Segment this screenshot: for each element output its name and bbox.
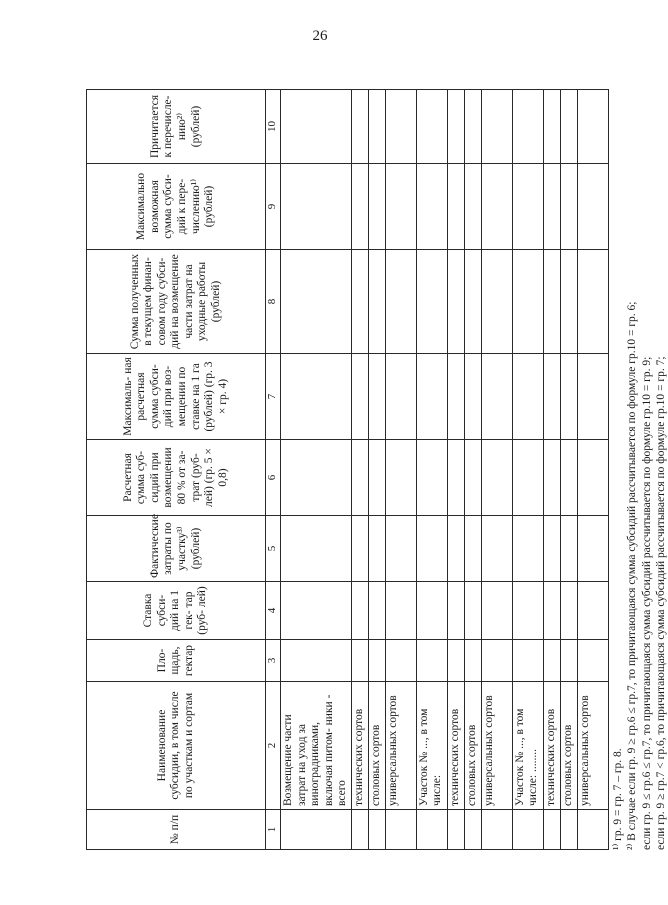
column-number: 8 (266, 250, 281, 354)
header-cell: Максимально возможная сумма субси- дий к пере- числению¹⁾ (рублей) (87, 164, 266, 250)
table-row (543, 90, 560, 850)
row-label: столовых сортов (464, 682, 481, 810)
row-label: технических сортов (447, 682, 464, 810)
table-row (447, 90, 464, 850)
header-cell: Расчетная сумма суб- сидий при возмещении 80 % от за- трат (руб- лей) (гр. 5 × 0,8) (87, 440, 266, 516)
row-label: столовых сортов (368, 682, 385, 810)
header-cell: Сумма полученных в текущем финан- совом году субси- дий на возмещение части затрат на уходные работы (рублей) (87, 250, 266, 354)
footnotes (611, 90, 668, 850)
column-number: 4 (266, 582, 281, 640)
subsidy-table (86, 89, 609, 850)
row-label: универсальных сортов (481, 682, 512, 810)
column-number: 5 (266, 516, 281, 582)
column-number: 7 (266, 354, 281, 440)
column-number: 9 (266, 164, 281, 250)
column-number-row (266, 90, 281, 850)
header-cell: № п/п (87, 810, 266, 850)
header-cell: Наименование субсидии, в том числе по участкам и сортам (87, 682, 266, 810)
table-row (416, 90, 447, 850)
header-cell: Фактические затраты по участку³⁾ (рублей) (87, 516, 266, 582)
row-label: Возмещение части затрат на уход за виноградниками, включая питом- ники - всего (281, 682, 352, 810)
rotated-content (86, 60, 667, 850)
table-row (368, 90, 385, 850)
column-number: 10 (266, 90, 281, 164)
table-row (512, 90, 543, 850)
row-label: универсальных сортов (385, 682, 416, 810)
column-number: 3 (266, 640, 281, 682)
footnote: если гр. 9 ≥ гр.7 < гр.6, то причитающаяся сумма субсидий рассчитывается по формуле гр.10 = гр. 7; (654, 356, 667, 850)
row-label: Участок № ..., в том числе: ........ (512, 682, 543, 810)
table-row (385, 90, 416, 850)
column-number: 2 (266, 682, 281, 810)
row-label: технических сортов (543, 682, 560, 810)
row-label: универсальных сортов (577, 682, 608, 810)
column-number: 6 (266, 440, 281, 516)
row-label: технических сортов (351, 682, 368, 810)
header-cell: Причитается к перечисле- нию²⁾ (рублей) (87, 90, 266, 164)
table-row (577, 90, 608, 850)
footnote: ¹⁾ гр. 9 = гр. 7 – гр. 8. (611, 748, 624, 850)
table-row (481, 90, 512, 850)
row-label: столовых сортов (560, 682, 577, 810)
header-cell: Ставка субси- дий на 1 гек- тар (руб- лей) (87, 582, 266, 640)
header-cell: Максималь- ная расчетная сумма субси- дий при воз- мещении по ставке на 1 га (рублей) (гр. 3 × гр. 4) (87, 354, 266, 440)
table-row (351, 90, 368, 850)
row-label: Участок № ..., в том числе: (416, 682, 447, 810)
footnote: ²⁾ В случае если гр. 9 ≥ гр.6 ≤ гр.7, то причитающаяся сумма субсидий рассчитывается по формуле гр.10 = гр. 6; (626, 301, 639, 850)
header-cell: Пло- щадь, гектар (87, 640, 266, 682)
column-number: 1 (266, 810, 281, 850)
footnote: если гр. 9 ≤ гр.6 ≤ гр.7, то причитающаяся сумма субсидий рассчитывается по формуле гр.10 = гр. 9; (640, 356, 653, 850)
table-row (281, 90, 352, 850)
rotated-table-region (86, 60, 667, 850)
table-row (464, 90, 481, 850)
table-row (560, 90, 577, 850)
page-number: 26 (312, 28, 328, 44)
header-row (87, 90, 266, 850)
